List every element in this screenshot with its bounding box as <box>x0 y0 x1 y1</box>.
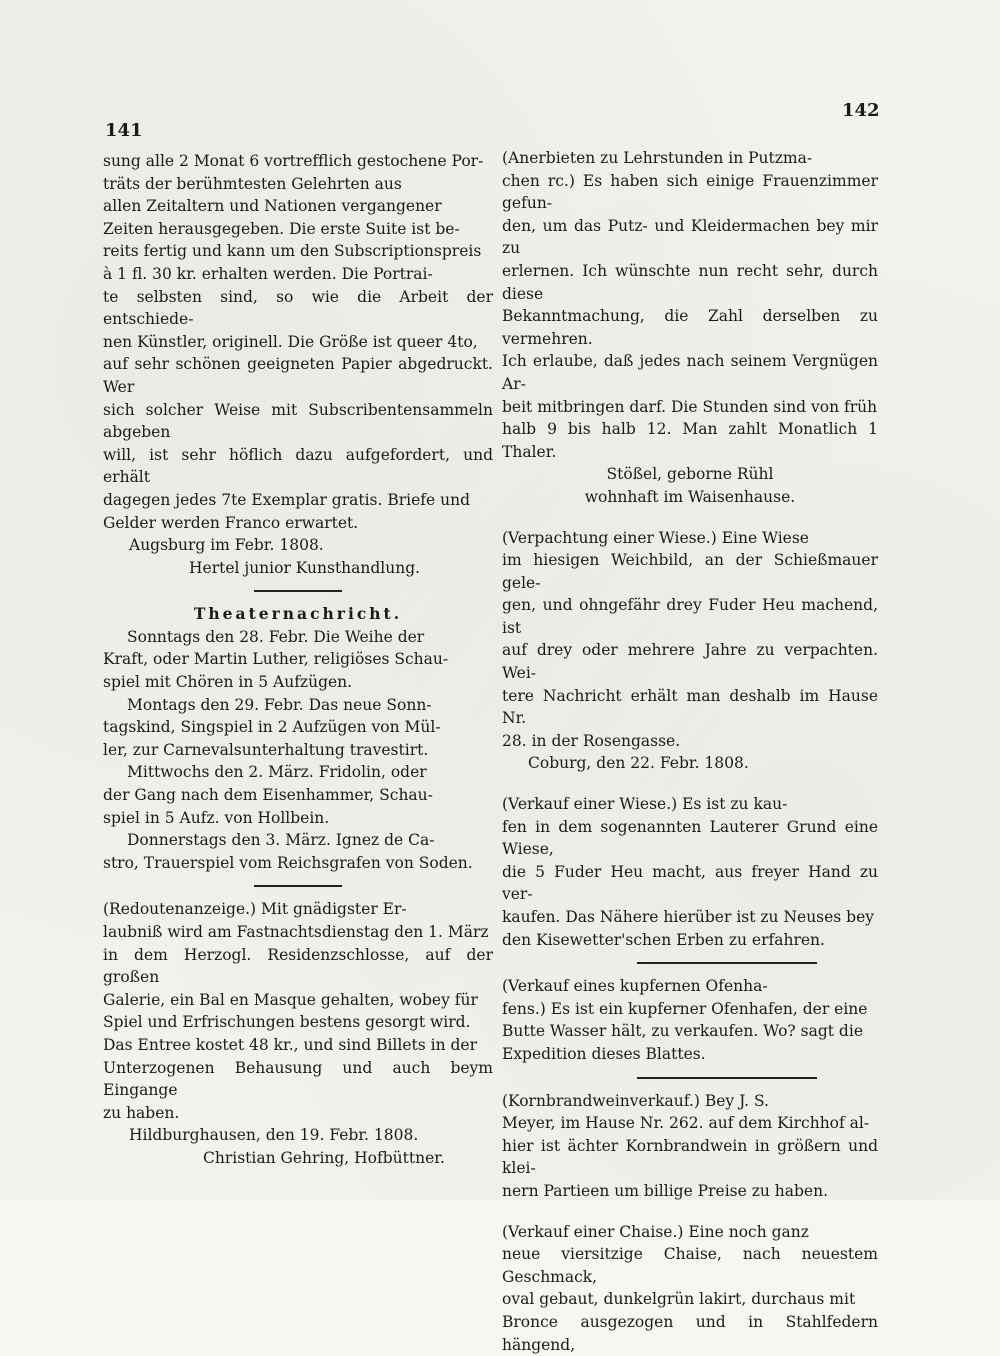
text-line: nen Künstler, originell. Die Größe ist queer 4to, <box>103 332 478 351</box>
text-line: spiel in 5 Aufz. von Hollbein. <box>103 808 330 827</box>
text-line: erlernen. Ich wünschte nun recht sehr, durch diese <box>502 261 878 303</box>
article-continuation <box>103 150 493 579</box>
text-line: nern Partieen um billige Preise zu haben. <box>502 1181 829 1200</box>
spacer <box>502 775 878 793</box>
text-line: Kraft, oder Martin Luther, religiöses Schau- <box>103 650 449 669</box>
place-date: Hildburghausen, den 19. Febr. 1808. <box>129 1126 419 1145</box>
text-line: spiel mit Chören in 5 Aufzügen. <box>103 673 353 692</box>
text-line: (Verpachtung einer Wiese.) Eine Wiese <box>502 528 809 547</box>
page-number-left: 141 <box>105 120 143 141</box>
text-line: auf sehr schönen geeigneten Papier abgedruckt. Wer <box>103 355 493 396</box>
text-line: ler, zur Carnevalsunterhaltung travestirt. <box>103 740 429 759</box>
text-line: den Kisewetter'schen Erben zu erfahren. <box>502 930 825 949</box>
text-line: sich solcher Weise mit Subscribentensammeln abgeben <box>103 400 493 442</box>
text-line: (Redoutenanzeige.) Mit gnädigster Er- <box>103 900 407 919</box>
place-date: Coburg, den 22. Febr. 1808. <box>528 754 749 773</box>
text-line: will, ist sehr höflich dazu aufgefordert, und erhält <box>103 445 493 487</box>
text-line: (Verkauf einer Wiese.) Es ist zu kau- <box>502 795 788 814</box>
text-line: 28. in der Rosengasse. <box>502 731 681 750</box>
text-line: tere Nachricht erhält man deshalb im Hause Nr. <box>502 686 878 728</box>
text-line: Das Entree kostet 48 kr., und sind Billets in der <box>103 1035 477 1054</box>
text-line: dagegen jedes 7te Exemplar gratis. Briefe und <box>103 490 471 509</box>
lehrstunden-announcement <box>502 147 878 509</box>
text-line: halb 9 bis halb 12. Man zahlt Monatlich 1 Thaler. <box>502 420 878 461</box>
text-line: Meyer, im Hause Nr. 262. auf dem Kirchhof al- <box>502 1114 870 1133</box>
text-line: Galerie, ein Bal en Masque gehalten, wobey für <box>103 990 478 1009</box>
text-line: Bronce ausgezogen und in Stahlfedern hängend, <box>502 1312 878 1354</box>
text-line: (Kornbrandweinverkauf.) Bey J. S. <box>502 1091 769 1110</box>
left-column <box>103 150 493 1170</box>
signature: Stößel, geborne Rühl <box>606 465 774 484</box>
korn-announcement <box>502 1090 878 1203</box>
redoute-announcement <box>103 898 493 1169</box>
wiese-verkauf-announcement <box>502 793 878 951</box>
text-line: reits fertig und kann um den Subscriptionspreis <box>103 242 482 261</box>
signature-address: wohnhaft im Waisenhause. <box>584 487 796 506</box>
text-line: Ich erlaube, daß jedes nach seinem Vergnügen Ar- <box>502 352 878 393</box>
text-line: zu haben. <box>103 1103 180 1122</box>
section-divider <box>637 962 817 964</box>
text-line: Zeiten herausgegeben. Die erste Suite ist be- <box>103 219 460 238</box>
chaise-announcement <box>502 1221 878 1356</box>
text-line: in dem Herzogl. Residenzschlosse, auf der großen <box>103 945 493 987</box>
section-divider <box>254 885 342 887</box>
text-line: auf drey oder mehrere Jahre zu verpachten. Wei- <box>502 641 878 683</box>
text-line: träts der berühmtesten Gelehrten aus <box>103 174 402 193</box>
text-line: oval gebaut, dunkelgrün lakirt, durchaus mit <box>502 1290 856 1309</box>
text-line: Sonntags den 28. Febr. Die Weihe der <box>127 627 425 646</box>
text-line: Butte Wasser hält, zu verkaufen. Wo? sagt die <box>502 1022 863 1041</box>
text-line: Bekanntmachung, die Zahl derselben zu vermehren. <box>502 307 878 348</box>
text-line: Unterzogenen Behausung und auch beym Eingange <box>103 1058 493 1100</box>
text-line: Expedition dieses Blattes. <box>502 1044 706 1063</box>
text-line: gen, und ohngefähr drey Fuder Heu machend, ist <box>502 596 878 637</box>
text-line: der Gang nach dem Eisenhammer, Schau- <box>103 786 433 805</box>
text-line: kaufen. Das Nähere hierüber ist zu Neuses bey <box>502 908 875 926</box>
spacer <box>502 509 878 527</box>
text-line: stro, Trauerspiel vom Reichsgrafen von Soden. <box>103 853 473 872</box>
right-column <box>502 147 878 1356</box>
text-line: beit mitbringen darf. Die Stunden sind von früh <box>502 397 878 416</box>
text-line: hier ist ächter Kornbrandwein in größern und klei- <box>502 1136 878 1178</box>
signature: Christian Gehring, Hofbüttner. <box>203 1148 445 1167</box>
text-line: neue viersitzige Chaise, nach neuestem Geschmack, <box>502 1245 878 1286</box>
text-line: à 1 fl. 30 kr. erhalten werden. Die Portrai- <box>103 264 433 283</box>
text-line: Montags den 29. Febr. Das neue Sonn- <box>127 695 432 714</box>
text-line: Spiel und Erfrischungen bestens gesorgt wird. <box>103 1013 471 1032</box>
text-line: (Anerbieten zu Lehrstunden in Putzma- <box>502 149 813 167</box>
text-line: die 5 Fuder Heu macht, aus freyer Hand zu ver- <box>502 862 878 904</box>
text-line: fen in dem sogenannten Lauterer Grund eine Wiese, <box>502 817 878 859</box>
section-divider <box>254 590 342 592</box>
text-line: Gelder werden Franco erwartet. <box>103 513 359 532</box>
text-line: im hiesigen Weichbild, an der Schießmauer gele- <box>502 551 878 592</box>
ofen-announcement <box>502 975 878 1065</box>
text-line: te selbsten sind, so wie die Arbeit der entschiede- <box>103 287 493 329</box>
text-line: (Verkauf eines kupfernen Ofenha- <box>502 977 768 996</box>
text-line: tagskind, Singspiel in 2 Aufzügen von Mül- <box>103 718 441 737</box>
signature: Hertel junior Kunsthandlung. <box>189 558 421 577</box>
text-line: Donnerstags den 3. März. Ignez de Ca- <box>127 831 435 850</box>
text-line: Mittwochs den 2. März. Fridolin, oder <box>127 763 427 782</box>
text-line: laubniß wird am Fastnachtsdienstag den 1. März <box>103 923 489 941</box>
text-line: chen rc.) Es haben sich einige Frauenzimmer gefun- <box>502 171 878 213</box>
theater-announcement <box>103 603 493 874</box>
text-line: allen Zeitaltern und Nationen vergangener <box>103 197 442 216</box>
spacer <box>502 1203 878 1221</box>
text-line: (Verkauf einer Chaise.) Eine noch ganz <box>502 1222 809 1241</box>
text-line: den, um das Putz- und Kleidermachen bey mir zu <box>502 216 878 258</box>
page-number-right: 142 <box>842 100 880 121</box>
text-line: fens.) Es ist ein kupferner Ofenhafen, der eine <box>502 999 868 1018</box>
place-date: Augsburg im Febr. 1808. <box>129 536 324 555</box>
section-divider <box>637 1077 817 1079</box>
wiese-pacht-announcement <box>502 527 878 776</box>
section-heading: Theaternachricht. <box>193 604 403 624</box>
text-line: sung alle 2 Monat 6 vortrefflich gestochene Por- <box>103 152 484 170</box>
